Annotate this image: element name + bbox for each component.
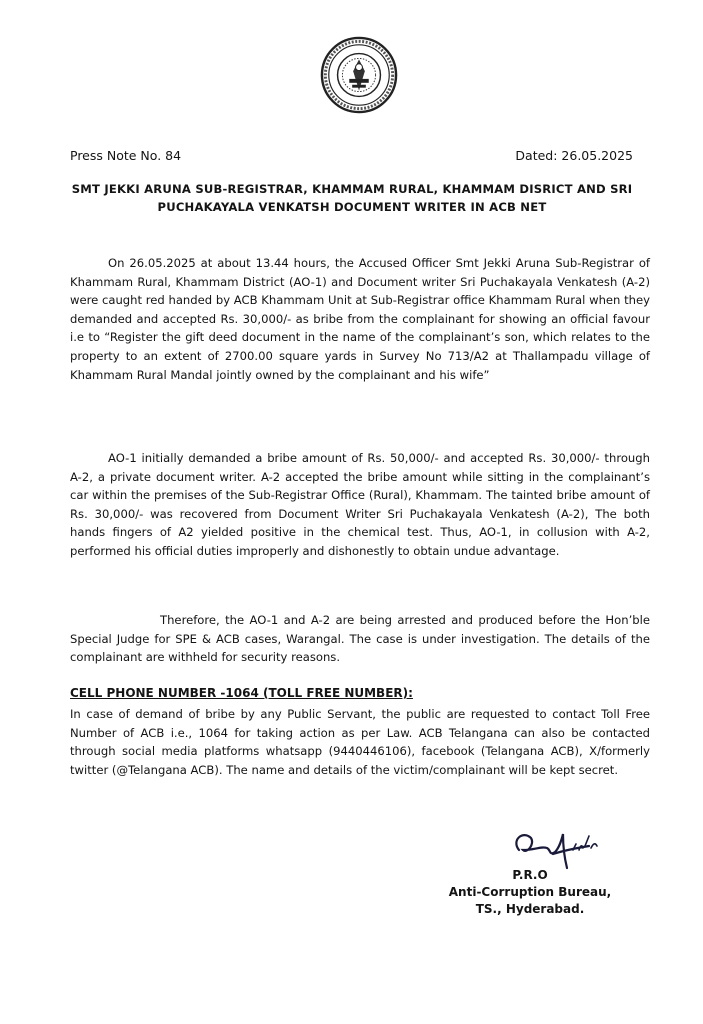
signature-location: TS., Hyderabad.: [475, 902, 585, 916]
signature-organization: Anti-Corruption Bureau,: [448, 885, 612, 899]
press-note-title: SMT JEKKI ARUNA SUB-REGISTRAR, KHAMMAM RURAL, KHAMMAM DISRICT AND SRI PUCHAKAYALA VENKATSH DOCUMENT WRITER IN ACB NET: [71, 182, 633, 214]
paragraph-bribe-details: AO-1 initially demanded a bribe amount of Rs. 50,000/- and accepted Rs. 30,000/- through A-2, a private document writer. A-2 accepted the bribe amount while sitting in the complainant’s car within the premises of the Sub-Registrar Office (Rural), Khammam. The tainted bribe amount of Rs. 30,000/- was recovered from Document Writer Sri Puchakayala Venkatesh (A-2), The both hands fingers of A2 yielded positive in the chemical test. Thus, AO-1, in collusion with A-2, performed his official duties improperly and dishonestly to obtain undue advantage.: [70, 451, 650, 558]
acb-seal-emblem: [320, 36, 398, 114]
paragraph-toll-free: In case of demand of bribe by any Public Servant, the public are requested to contact Toll Free Number of ACB i.e., 1064 for taking action as per Law. ACB Telangana can also be contacted through social media platforms whatsapp (9440446106), facebook (Telangana ACB), X/formerly twitter (@Telangana ACB). The name and details of the victim/complainant will be kept secret.: [70, 707, 650, 777]
signature-block: [430, 867, 630, 918]
press-note-number: Press Note No. 84: [70, 148, 182, 163]
cell-phone-heading: CELL PHONE NUMBER -1064 (TOLL FREE NUMBER):: [70, 686, 413, 700]
press-note-date: Dated: 26.05.2025: [515, 148, 633, 163]
signature-title: P.R.O: [512, 868, 548, 882]
paragraph-arrest: Therefore, the AO-1 and A-2 are being arrested and produced before the Hon’ble Special Judge for SPE & ACB cases, Warangal. The case is under investigation. The details of the complainant are withheld for security reasons.: [70, 613, 650, 665]
paragraph-incident: On 26.05.2025 at about 13.44 hours, the Accused Officer Smt Jekki Aruna Sub-Registrar of Khammam Rural, Khammam District (AO-1) and Document writer Sri Puchakayala Venkatesh (A-2) were caught red handed by ACB Khammam Unit at Sub-Registrar office Khammam Rural when they demanded and accepted Rs. 30,000/- as bribe from the complainant for showing an official favour i.e to “Register the gift deed document in the name of the complainant’s son, which relates to the property to an extent of 2700.00 square yards in Survey No 713/A2 at Thallampadu village of Khammam Rural Mandal jointly owned by the complainant and his wife”: [70, 256, 650, 382]
